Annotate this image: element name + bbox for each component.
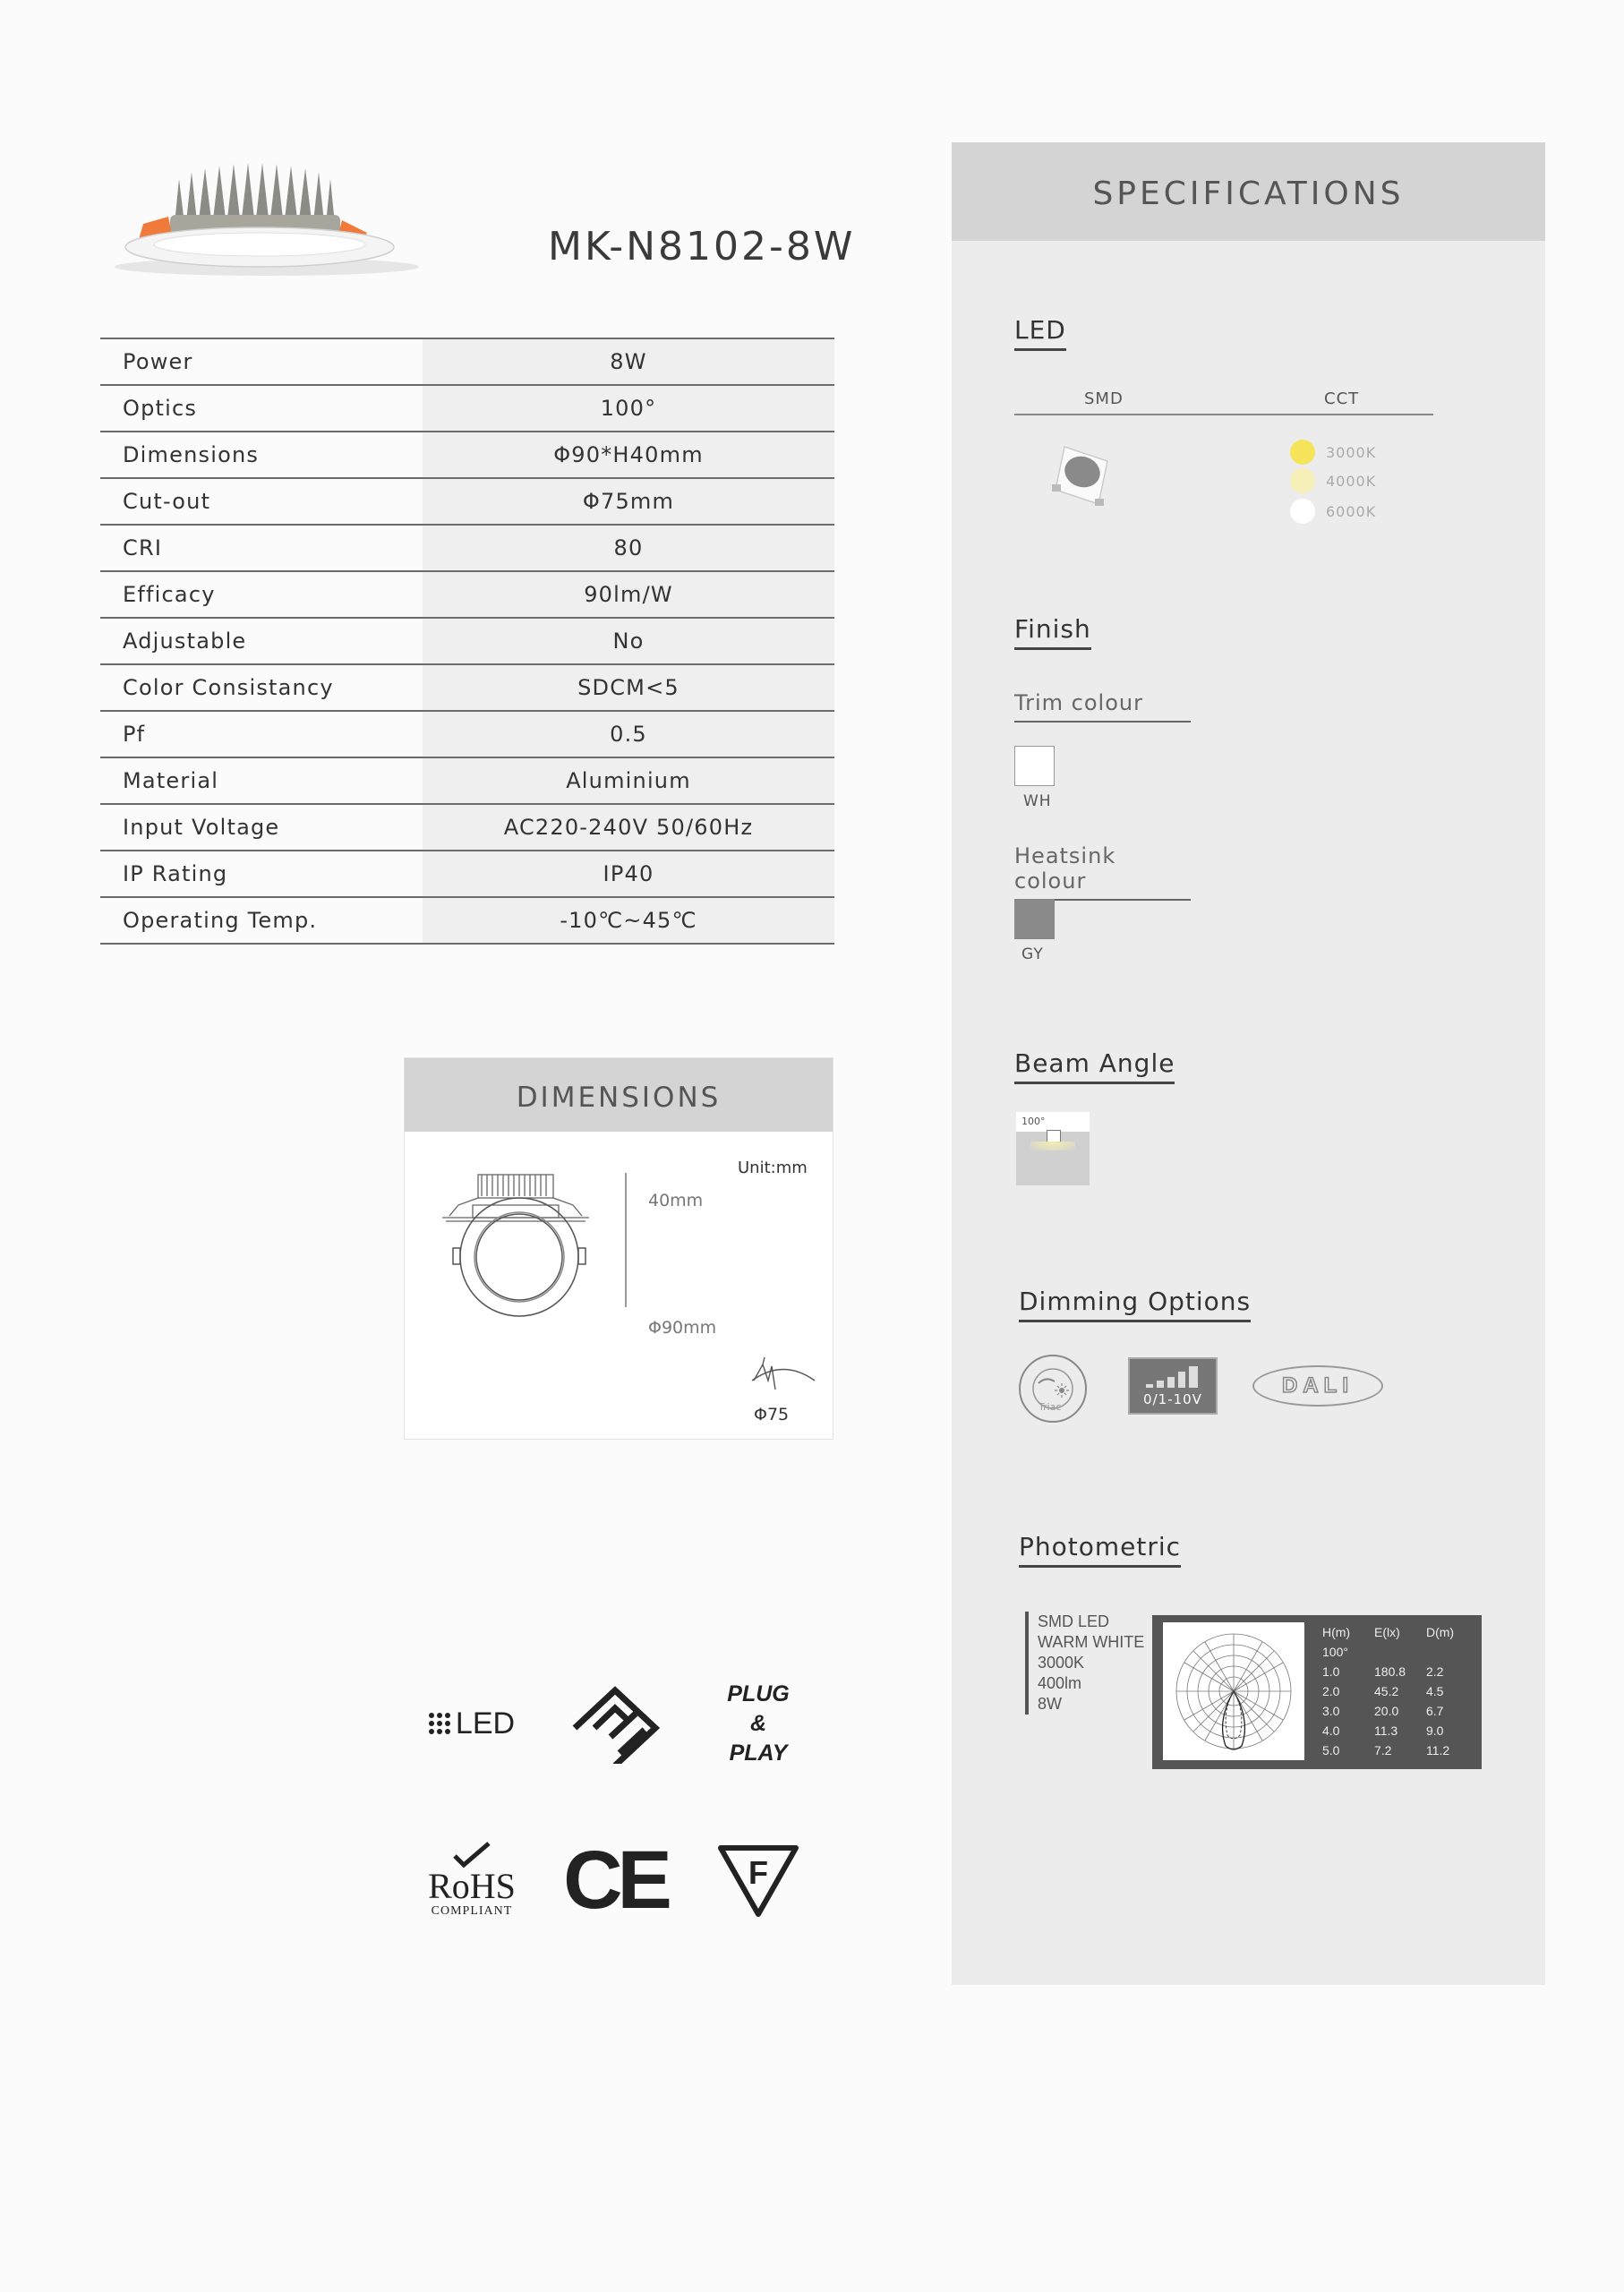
table-row [100,711,834,757]
spec-label: CRI [100,525,423,571]
diameter-marker-line [625,1191,627,1307]
spec-label: IP Rating [100,851,423,897]
trim-colour-code: WH [1023,792,1052,810]
specifications-title: SPECIFICATIONS [952,142,1545,241]
spec-label: Power [100,338,423,385]
spec-label: Dimensions [100,432,423,478]
cct-column-header: CCT [1324,389,1360,408]
eac-mark [548,1656,682,1791]
analog-dimming-icon [1128,1357,1218,1415]
photometric-chart [1152,1615,1482,1769]
table-row [1322,1721,1478,1740]
ce-mark-text: CE [563,1834,667,1926]
spec-value: -10℃~45℃ [423,897,834,944]
play-text: PLAY [729,1740,788,1766]
spec-value: 0.5 [423,711,834,757]
f-mark-text: F [748,1854,768,1891]
spec-label: Efficacy [100,571,423,618]
triac-label: Triac [1039,1401,1062,1413]
diameter-dimension: Φ90mm [648,1318,717,1338]
rohs-logo [405,1813,539,1947]
cct-4000k-swatch [1290,468,1315,493]
photometric-info [1025,1612,1144,1715]
spec-label: Adjustable [100,618,423,664]
height-dimension: 40mm [648,1191,704,1210]
table-row [100,338,834,385]
spec-label: Pf [100,711,423,757]
plug-text: PLUG [727,1681,790,1706]
dimensions-card [404,1057,833,1440]
table-cell: 3.0 [1322,1704,1340,1718]
table-row [1322,1740,1478,1760]
certification-grid [405,1656,843,1992]
specifications-panel [952,142,1545,1985]
beam-angle-glow [1030,1142,1075,1150]
dimming-options-section-title: Dimming Options [1019,1287,1251,1322]
heatsink-colour-swatch [1014,899,1055,939]
table-row [100,757,834,804]
table-row [100,571,834,618]
finish-section-title: Finish [1014,614,1091,650]
photometric-info-line: 8W [1038,1695,1062,1713]
rohs-compliant-text: COMPLIANT [431,1904,513,1918]
table-row [100,618,834,664]
table-cell: 11.2 [1426,1743,1450,1757]
table-cell: 2.2 [1426,1664,1444,1679]
spec-value: AC220-240V 50/60Hz [423,804,834,851]
heatsink-colour-code: GY [1021,945,1044,963]
table-row [100,478,834,525]
heatsink-colour-title: Heatsink colour [1014,843,1191,901]
dimensions-title: DIMENSIONS [405,1058,833,1132]
spec-label: Input Voltage [100,804,423,851]
table-cell: 45.2 [1374,1684,1399,1698]
ampersand-text: & [749,1710,767,1736]
spec-label: Cut-out [100,478,423,525]
photometric-table [1322,1622,1478,1760]
top-view-drawing [448,1191,591,1323]
table-row [1322,1681,1478,1701]
led-section-title: LED [1014,315,1066,351]
spec-table [100,338,834,945]
spec-value: 8W [423,338,834,385]
table-header: H(m) [1322,1625,1351,1639]
rohs-check-icon [449,1842,494,1869]
f-mark [691,1813,825,1947]
photometric-section-title: Photometric [1019,1532,1181,1568]
f-mark-triangle-icon [717,1843,799,1918]
dali-dimming-icon: DALI [1252,1365,1383,1407]
table-row [100,525,834,571]
spec-label: Color Consistancy [100,664,423,711]
cct-3000k-swatch [1290,440,1315,465]
smd-column-header: SMD [1084,389,1124,408]
table-cell: 4.5 [1426,1684,1444,1698]
spec-value: 80 [423,525,834,571]
led-logo [405,1656,539,1791]
product-model-title: MK-N8102-8W [548,224,856,269]
signal-bars-icon [1144,1364,1203,1390]
table-row [1322,1662,1478,1681]
spec-value: 100° [423,385,834,432]
smd-chip-icon [1048,438,1120,509]
beam-angle-section-title: Beam Angle [1014,1048,1175,1084]
ce-mark [548,1813,682,1947]
photometric-info-line: WARM WHITE [1038,1633,1145,1651]
spec-value: Aluminium [423,757,834,804]
beam-angle-label: 100° [1021,1116,1046,1127]
table-row [100,897,834,944]
spec-value: No [423,618,834,664]
eac-mark-icon [566,1683,664,1764]
spec-label: Material [100,757,423,804]
cct-3000k-label: 3000K [1326,444,1377,461]
downlight-product-image [107,161,421,278]
spec-label: Optics [100,385,423,432]
analog-dimming-label: 0/1-10V [1143,1391,1202,1407]
table-cell: 20.0 [1374,1704,1399,1718]
cutout-dimension: Φ75 [754,1405,790,1424]
table-row [100,432,834,478]
led-table-divider [1014,414,1433,415]
table-cell: 1.0 [1322,1664,1340,1679]
trim-colour-title: Trim colour [1014,690,1191,723]
spec-value: SDCM<5 [423,664,834,711]
cct-4000k-label: 4000K [1326,473,1377,490]
table-cell: 9.0 [1426,1723,1444,1738]
polar-diagram [1163,1622,1304,1760]
table-cell: 5.0 [1322,1743,1340,1757]
trim-colour-swatch [1014,746,1055,786]
table-cell: 7.2 [1374,1743,1392,1757]
table-header: D(m) [1426,1625,1455,1639]
cct-6000k-label: 6000K [1326,503,1377,520]
cct-6000k-swatch [1290,499,1315,524]
led-logo-text: LED [455,1706,516,1740]
table-row [1322,1642,1478,1662]
spec-label: Operating Temp. [100,897,423,944]
table-cell: 180.8 [1374,1664,1406,1679]
triac-dimming-icon [1019,1355,1087,1423]
spec-value: IP40 [423,851,834,897]
table-cell: 11.3 [1374,1723,1398,1738]
dimensions-unit: Unit:mm [738,1159,808,1177]
spec-value: Φ75mm [423,478,834,525]
table-cell: 4.0 [1322,1723,1340,1738]
photometric-info-line: 3000K [1038,1654,1085,1672]
table-row [1322,1622,1478,1642]
table-row [100,385,834,432]
table-row [100,851,834,897]
table-cell: 6.7 [1426,1704,1444,1718]
beam-angle-fixture [1047,1130,1061,1142]
led-dots-icon [429,1713,450,1734]
table-row [1322,1701,1478,1721]
table-header: E(lx) [1374,1625,1400,1639]
cutout-saw-icon [743,1354,824,1404]
photometric-info-line: 400lm [1038,1674,1082,1692]
table-row [100,664,834,711]
spec-value: 90lm/W [423,571,834,618]
table-row [100,804,834,851]
photometric-info-line: SMD LED [1038,1612,1110,1630]
beam-angle-icon [1016,1112,1090,1185]
plug-and-play-badge [691,1656,825,1791]
table-cell: 2.0 [1322,1684,1340,1698]
rohs-text: RoHS [428,1866,516,1906]
spec-value: Φ90*H40mm [423,432,834,478]
beam-angle-cell: 100° [1322,1645,1348,1659]
